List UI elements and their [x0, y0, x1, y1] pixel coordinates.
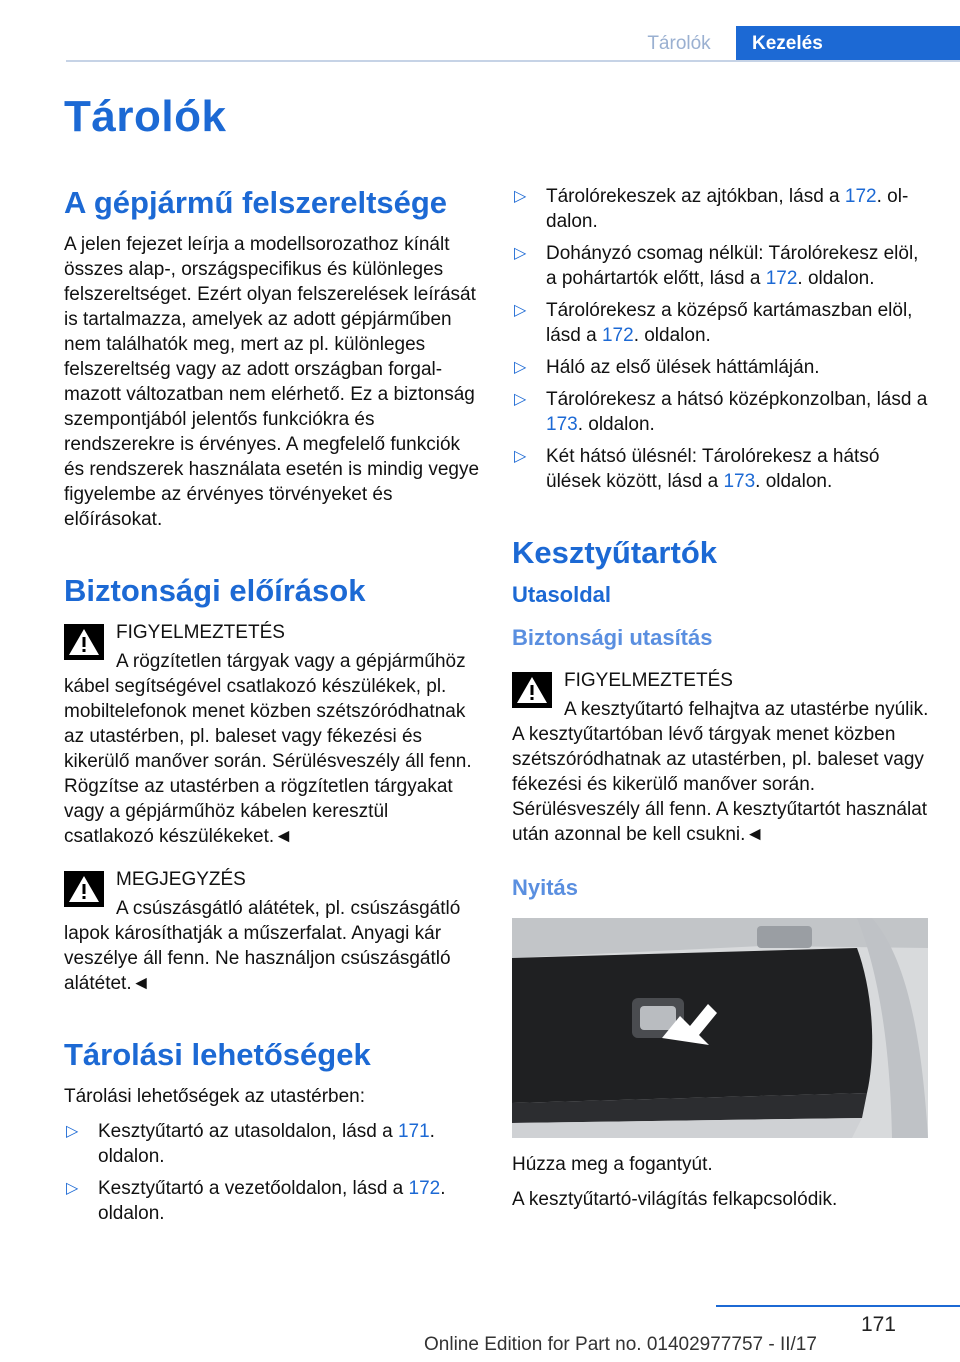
page-link[interactable]: 173 — [546, 414, 578, 435]
page-link[interactable]: 172 — [408, 1178, 441, 1199]
list-item: ▷ Tárolórekesz a hátsó középkonzolban, lásd a 173. oldalon. — [514, 389, 928, 435]
list-item: ▷ Dohányzó csomag nélkül: Tárolórekesz elöl, a pohártartók előtt, lásd a 172. oldalon. — [514, 243, 919, 289]
right-column — [512, 184, 930, 1222]
storage-list-left — [64, 1119, 482, 1226]
list-item: ▷ Tárolórekesz a középső kartámaszban elöl, lásd a 172. oldalon. — [514, 300, 913, 346]
list-item: ▷ Két hátsó ülésnél: Tárolórekesz a hátsó ülések között, lásd a 173. oldalon. — [514, 446, 880, 492]
equipment-heading: A gépjármű felszereltsége — [64, 185, 448, 220]
safety-sub-heading: Biztonsági utasítás — [512, 625, 713, 650]
left-column — [64, 184, 482, 1233]
warning-block — [64, 620, 482, 849]
warning-label: FIGYELMEZTETÉS — [116, 622, 285, 643]
list-item: ▷ Tárolórekeszek az ajtókban, lásd a 172. oldalon. — [514, 186, 909, 232]
page-link[interactable]: 172 — [844, 186, 877, 207]
page-link[interactable]: 172 — [765, 268, 798, 289]
page-link[interactable]: 171 — [397, 1121, 430, 1142]
safety-heading: Biztonsági előírások — [64, 573, 366, 608]
passenger-side-heading: Utasoldal — [512, 582, 612, 607]
page-link[interactable]: 172 — [601, 325, 634, 346]
glovebox-heading: Kesztyűtartók — [512, 535, 717, 570]
opening-heading: Nyitás — [512, 875, 579, 900]
triangle-bullet-icon: ▷ — [514, 302, 527, 319]
equipment-text: A jelen fejezet leírja a modellsorozathoz kínált összes alap-, országspecifikus és különleges felszereltséget. Ezért olyan felszerelések leírását is tartalmazza, amelyek az adott gépjárműben nem találhatók meg, mert az pl. különleges felszereltség vagy az adott országban forgalmazott változatban nem elérhető. Ez a biztonság szempontjából jelentős funkciókra és rendszerekre is érvényes. A megfelelő funkciók és rendszerek használata esetén is mindig vegye figyelembe az érvényes törvényeket és előírásokat. — [64, 234, 480, 530]
storage-heading: Tárolási lehetőségek — [64, 1037, 371, 1072]
warning-triangle-icon — [64, 871, 104, 907]
warning-triangle-icon — [64, 624, 104, 660]
note-text: A csúszásgátló alátétek, pl. csúszásgátló lapok károsíthatják a műszerfalat. Anyagi kár veszélye áll fenn. Ne használjon csúszásgátló alátétet.◄ — [64, 898, 461, 994]
warning-triangle-icon — [512, 672, 552, 708]
warning-label: FIGYELMEZTETÉS — [564, 670, 733, 691]
footer-divider — [716, 1305, 960, 1307]
list-item: ▷ Kesztyűtartó az utasoldalon, lásd a 171. oldalon. — [66, 1121, 435, 1167]
page-link[interactable]: 173 — [723, 471, 756, 492]
note-label: MEGJEGYZÉS — [116, 869, 246, 890]
edition-footer: Online Edition for Part no. 01402977757 - II/17 — [424, 1334, 817, 1355]
triangle-bullet-icon: ▷ — [514, 391, 527, 408]
header-tab-section[interactable]: Tárolók — [647, 33, 711, 54]
glovebox-photo — [512, 918, 928, 1138]
page-number: 171 — [860, 1313, 896, 1336]
storage-intro: Tárolási lehetőségek az utastérben: — [64, 1086, 366, 1107]
triangle-bullet-icon: ▷ — [514, 188, 527, 205]
triangle-bullet-icon: ▷ — [66, 1123, 79, 1140]
header-tab-chapter[interactable]: Kezelés — [736, 26, 960, 61]
triangle-bullet-icon: ▷ — [514, 245, 527, 262]
triangle-bullet-icon: ▷ — [514, 359, 527, 376]
warning-text: A rögzítetlen tárgyak vagy a gépjárműhöz kábel segítségével csatlakozó készülékek, pl. mobiltelefonok menet közben szétszóródhatnak az utastérben, pl. baleset vagy fékezési és kikerülő manőver során. Sérülésveszély áll fenn. Rögzítse az utastérben a rögzítetlen tárgyakat vagy a gépjárműhöz kábelen keresztül csatlakozó készülékeket.◄ — [64, 651, 472, 847]
page-title: Tárolók — [64, 92, 227, 141]
triangle-bullet-icon: ▷ — [66, 1180, 79, 1197]
storage-list-right — [512, 184, 930, 494]
list-item: ▷ Kesztyűtartó a vezetőoldalon, lásd a 172. oldalon. — [66, 1178, 446, 1224]
warning-text: A kesztyűtartó felhajtva az utastérbe nyúlik. A kesztyűtartóban lévő tárgyak menet közben szétszóródhatnak az utastérben, pl. baleset vagy fékezési és kikerülő manőver során. Sérülésveszély áll fenn. A kesztyűtartót használat után azonnal be kell csukni.◄ — [512, 699, 929, 845]
note-block — [64, 867, 482, 996]
triangle-bullet-icon: ▷ — [514, 448, 527, 465]
header-divider — [66, 60, 960, 62]
step-pull-handle: Húzza meg a fogantyút. — [512, 1154, 713, 1175]
warning-block — [512, 668, 930, 847]
list-item: ▷ Háló az első ülések háttámláján. — [514, 357, 820, 378]
step-light-on: A kesztyűtartó-világítás felkapcsolódik. — [512, 1189, 838, 1210]
